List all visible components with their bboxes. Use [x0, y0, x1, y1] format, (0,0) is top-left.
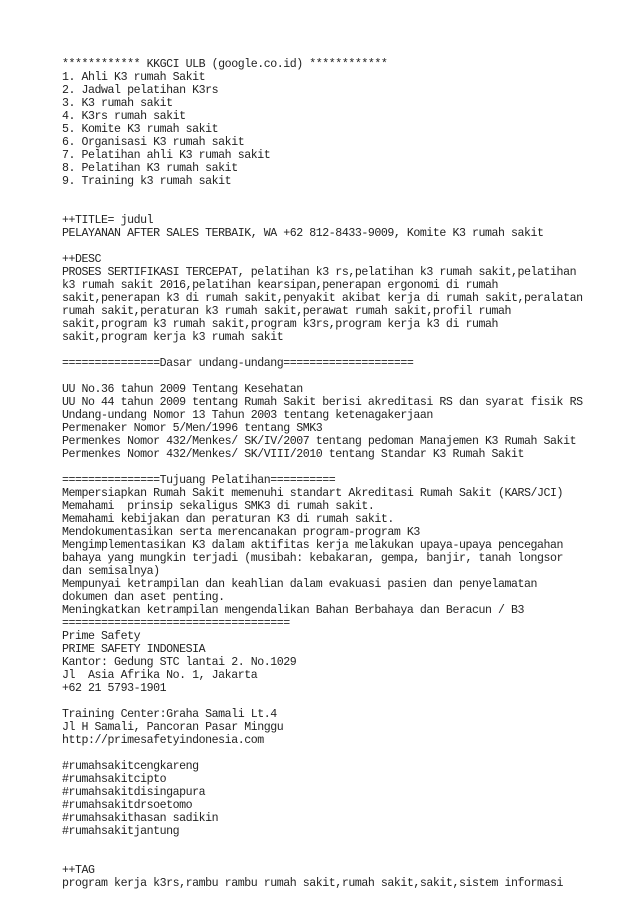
spacer: [62, 370, 632, 383]
desc-line: PROSES SERTIFIKASI TERCEPAT, pelatihan k3 rs,pelatihan k3 rumah sakit,pelatihan: [62, 266, 577, 279]
keyword-item: 4. K3rs rumah sakit: [62, 110, 186, 123]
tujuan-line: dan semisalnya): [62, 565, 160, 578]
tujuan-section: [62, 474, 632, 630]
company-line: Kantor: Gedung STC lantai 2. No.1029: [62, 656, 297, 669]
keyword-item: 3. K3 rumah sakit: [62, 97, 173, 110]
company-line: Prime Safety: [62, 630, 141, 643]
website-link[interactable]: http://primesafetyindonesia.com: [62, 734, 264, 747]
spacer: [62, 240, 632, 253]
training-center-info: [62, 708, 632, 747]
dasar-line: Permenkes Nomor 432/Menkes/ SK/VIII/2010 tentang Standar K3 Rumah Sakit: [62, 448, 525, 461]
desc-line: rumah sakit,peraturan k3 rumah sakit,perawat rumah sakit,profil rumah: [62, 305, 512, 318]
training-center-line: Training Center:Graha Samali Lt.4: [62, 708, 277, 721]
desc-section: [62, 253, 632, 344]
dasar-section: [62, 357, 632, 461]
spacer: [62, 747, 632, 760]
keyword-item: 9. Training k3 rumah sakit: [62, 175, 232, 188]
desc-line: k3 rumah sakit 2016,pelatihan kearsipan,penerapan ergonomi di rumah: [62, 279, 498, 292]
spacer: [62, 188, 632, 214]
hashtag-item: #rumahsakitcengkareng: [62, 760, 199, 773]
document-page: [62, 58, 632, 890]
tujuan-footer-rule: ===================================: [62, 617, 290, 630]
company-phone: +62 21 5793-1901: [62, 682, 167, 695]
title-label: ++TITLE= judul: [62, 214, 154, 227]
tujuan-line: Memahami kebijakan dan peraturan K3 di rumah sakit.: [62, 513, 394, 526]
tujuan-line: Mendokumentasikan serta merencanakan program-program K3: [62, 526, 420, 539]
tag-text: program kerja k3rs,rambu rambu rumah sakit,rumah sakit,sakit,sistem informasi: [62, 877, 564, 890]
title-text: PELAYANAN AFTER SALES TERBAIK, WA +62 812-8433-9009, Komite K3 rumah sakit: [62, 227, 544, 240]
spacer: [62, 695, 632, 708]
keyword-item: 2. Jadwal pelatihan K3rs: [62, 84, 219, 97]
keyword-item: 5. Komite K3 rumah sakit: [62, 123, 219, 136]
dasar-line: UU No 44 tahun 2009 tentang Rumah Sakit berisi akreditasi RS dan syarat fisik RS: [62, 396, 583, 409]
spacer: [62, 461, 632, 474]
hashtag-item: #rumahsakitjantung: [62, 825, 180, 838]
keyword-item: 6. Organisasi K3 rumah sakit: [62, 136, 245, 149]
hashtag-item: #rumahsakitdrsoetomo: [62, 799, 193, 812]
tujuan-line: Mempunyai ketrampilan dan keahlian dalam evakuasi pasien dan penyelamatan: [62, 578, 538, 591]
keyword-item: 8. Pelatihan K3 rumah sakit: [62, 162, 238, 175]
dasar-line: Permenkes Nomor 432/Menkes/ SK/IV/2007 tentang pedoman Manajemen K3 Rumah Sakit: [62, 435, 577, 448]
dasar-line: Permenaker Nomor 5/Men/1996 tentang SMK3: [62, 422, 323, 435]
keyword-list: [62, 71, 632, 188]
keyword-item: 1. Ahli K3 rumah Sakit: [62, 71, 206, 84]
desc-line: sakit,program kerja k3 rumah sakit: [62, 331, 284, 344]
company-line: PRIME SAFETY INDONESIA: [62, 643, 206, 656]
desc-line: sakit,program k3 rumah sakit,program k3rs,program kerja k3 di rumah: [62, 318, 498, 331]
spacer: [62, 838, 632, 864]
tujuan-line: Mengimplementasikan K3 dalam aktifitas kerja melakukan upaya-upaya pencegahan: [62, 539, 564, 552]
tujuan-line: bahaya yang mungkin terjadi (musibah: kebakaran, gempa, banjir, tanah longsor: [62, 552, 564, 565]
hashtag-item: #rumahsakitcipto: [62, 773, 167, 786]
company-info: [62, 630, 632, 695]
dasar-line: UU No.36 tahun 2009 Tentang Kesehatan: [62, 383, 303, 396]
dasar-heading: ===============Dasar undang-undang====================: [62, 357, 414, 370]
tujuan-line: dokumen dan aset penting.: [62, 591, 225, 604]
title-section: [62, 214, 632, 240]
hashtag-item: #rumahsakithasan sadikin: [62, 812, 219, 825]
desc-label: ++DESC: [62, 253, 102, 266]
tujuan-line: Meningkatkan ketrampilan mengendalikan Bahan Berbahaya dan Beracun / B3: [62, 604, 525, 617]
spacer: [62, 344, 632, 357]
keyword-item: 7. Pelatihan ahli K3 rumah sakit: [62, 149, 271, 162]
tag-section: [62, 864, 632, 890]
training-center-line: Jl H Samali, Pancoran Pasar Minggu: [62, 721, 284, 734]
company-line: Jl Asia Afrika No. 1, Jakarta: [62, 669, 258, 682]
desc-line: sakit,penerapan k3 di rumah sakit,penyakit akibat kerja di rumah sakit,peralatan: [62, 292, 583, 305]
tujuan-line: Mempersiapkan Rumah Sakit memenuhi standart Akreditasi Rumah Sakit (KARS/JCI): [62, 487, 564, 500]
tujuan-line: Memahami prinsip sekaligus SMK3 di rumah sakit.: [62, 500, 375, 513]
tag-label: ++TAG: [62, 864, 95, 877]
hashtag-item: #rumahsakitdisingapura: [62, 786, 206, 799]
header-line: ************ KKGCI ULB (google.co.id) ************: [62, 58, 388, 71]
dasar-line: Undang-undang Nomor 13 Tahun 2003 tentang ketenagakerjaan: [62, 409, 433, 422]
tujuan-heading: ===============Tujuang Pelatihan==========: [62, 474, 336, 487]
hashtag-list: [62, 760, 632, 838]
